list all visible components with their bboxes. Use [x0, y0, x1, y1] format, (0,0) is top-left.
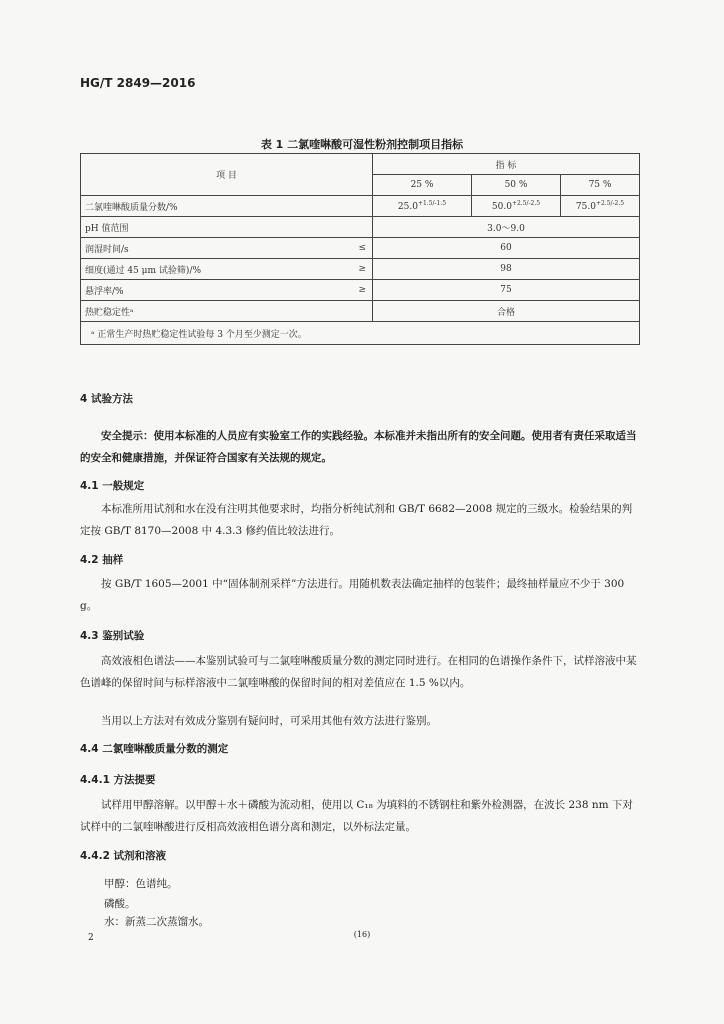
grade-25: 25 % — [373, 175, 472, 196]
section-4-2-text: 按 GB/T 1605—2001 中“固体制剂采样”方法进行。用随机数表法确定抽样的包装件；最终抽样量应不少于 300 g。 — [80, 578, 625, 612]
row-label: 细度(通过 45 μm 试验筛)/% — [81, 259, 341, 280]
section-4-3-text-2: 当用以上方法对有效成分鉴别有疑问时，可采用其他有效方法进行鉴别。 — [101, 715, 437, 727]
spec-table — [80, 153, 640, 345]
table-row — [81, 259, 640, 280]
section-4-4-1-text: 试样用甲醇溶解。以甲醇＋水＋磷酸为流动相，使用以 C₁₈ 为填料的不锈钢柱和紫外检测器，在波长 238 nm 下对试样中的二氯喹啉酸进行反相高效液相色谱分离和测定，以外标法定量。 — [80, 799, 633, 833]
table-row — [81, 301, 640, 322]
value-50: $50.0^{+2.5/-2.5}$ — [472, 196, 561, 217]
table-row — [81, 238, 640, 259]
table-row — [81, 217, 640, 238]
section-4-3-text-1: 高效液相色谱法——本鉴别试验可与二氯喹啉酸质量分数的测定同时进行。在相同的色谱操作条件下，试样溶液中某色谱峰的保留时间与标样溶液中二氯喹啉酸的保留时间的相对差值应在 1.5 %以内。 — [80, 655, 637, 689]
standard-code: HG/T 2849—2016 — [80, 76, 196, 90]
row-label: 润湿时间/s — [81, 238, 341, 259]
table-footnote: ᵃ 正常生产时热贮稳定性试验每 3 个月至少测定一次。 — [81, 322, 640, 345]
page-number: 2 — [88, 933, 94, 943]
safety-notice: 安全提示：使用本标准的人员应有实验室工作的实践经验。本标准并未指出所有的安全问题。使用者有责任采取适当的安全和健康措施，并保证符合国家有关法规的规定。 — [80, 430, 637, 464]
section-4-3-title: 4.3 鉴别试验 — [80, 630, 145, 642]
row-symbol: ≥ — [340, 259, 373, 280]
section-4-4-2-title: 4.4.2 试剂和溶液 — [80, 850, 167, 862]
row-value: 3.0～9.0 — [373, 217, 640, 238]
section-4-4-1-title: 4.4.1 方法提要 — [80, 774, 156, 786]
section-4-4-title: 4.4 二氯喹啉酸质量分数的测定 — [80, 743, 229, 755]
row-symbol: ≤ — [340, 238, 373, 259]
grade-50: 50 % — [472, 175, 561, 196]
reagent-item: 水：新蒸二次蒸馏水。 — [104, 916, 209, 928]
table-row — [81, 280, 640, 301]
section-4-1-text: 本标准所用试剂和水在没有注明其他要求时，均指分析纯试剂和 GB/T 6682—2008 规定的三级水。检验结果的判定按 GB/T 8170—2008 中 4.3.3 修约值比较法进行。 — [80, 503, 633, 537]
grade-75: 75 % — [561, 175, 640, 196]
page-center-mark: (16) — [353, 930, 371, 939]
header-item: 项 目 — [81, 154, 373, 196]
section-4-2-title: 4.2 抽样 — [80, 554, 124, 566]
row-symbol — [340, 217, 373, 238]
reagent-item: 甲醇：色谱纯。 — [104, 878, 178, 890]
row-value: 98 — [373, 259, 640, 280]
section-4-title: 4 试验方法 — [80, 393, 133, 405]
row-symbol: ≥ — [340, 280, 373, 301]
section-4-1-title: 4.1 一般规定 — [80, 480, 145, 492]
value-25: $25.0^{+1.5/-1.5}$ — [373, 196, 472, 217]
value-75: $75.0^{+2.5/-2.5}$ — [561, 196, 640, 217]
table-title: 表 1 二氯喹啉酸可湿性粉剂控制项目指标 — [260, 138, 464, 151]
row-label: pH 值范围 — [81, 217, 341, 238]
row-value: 合格 — [373, 301, 640, 322]
row-symbol — [340, 301, 373, 322]
row-value: 60 — [373, 238, 640, 259]
header-index: 指 标 — [373, 154, 640, 175]
row-label: 悬浮率/% — [81, 280, 341, 301]
row-label: 热贮稳定性ᵃ — [81, 301, 341, 322]
row-label: 二氯喹啉酸质量分数/% — [81, 196, 341, 217]
row-symbol — [340, 196, 373, 217]
reagent-item: 磷酸。 — [104, 898, 136, 910]
row-value: 75 — [373, 280, 640, 301]
table-row — [81, 196, 640, 217]
